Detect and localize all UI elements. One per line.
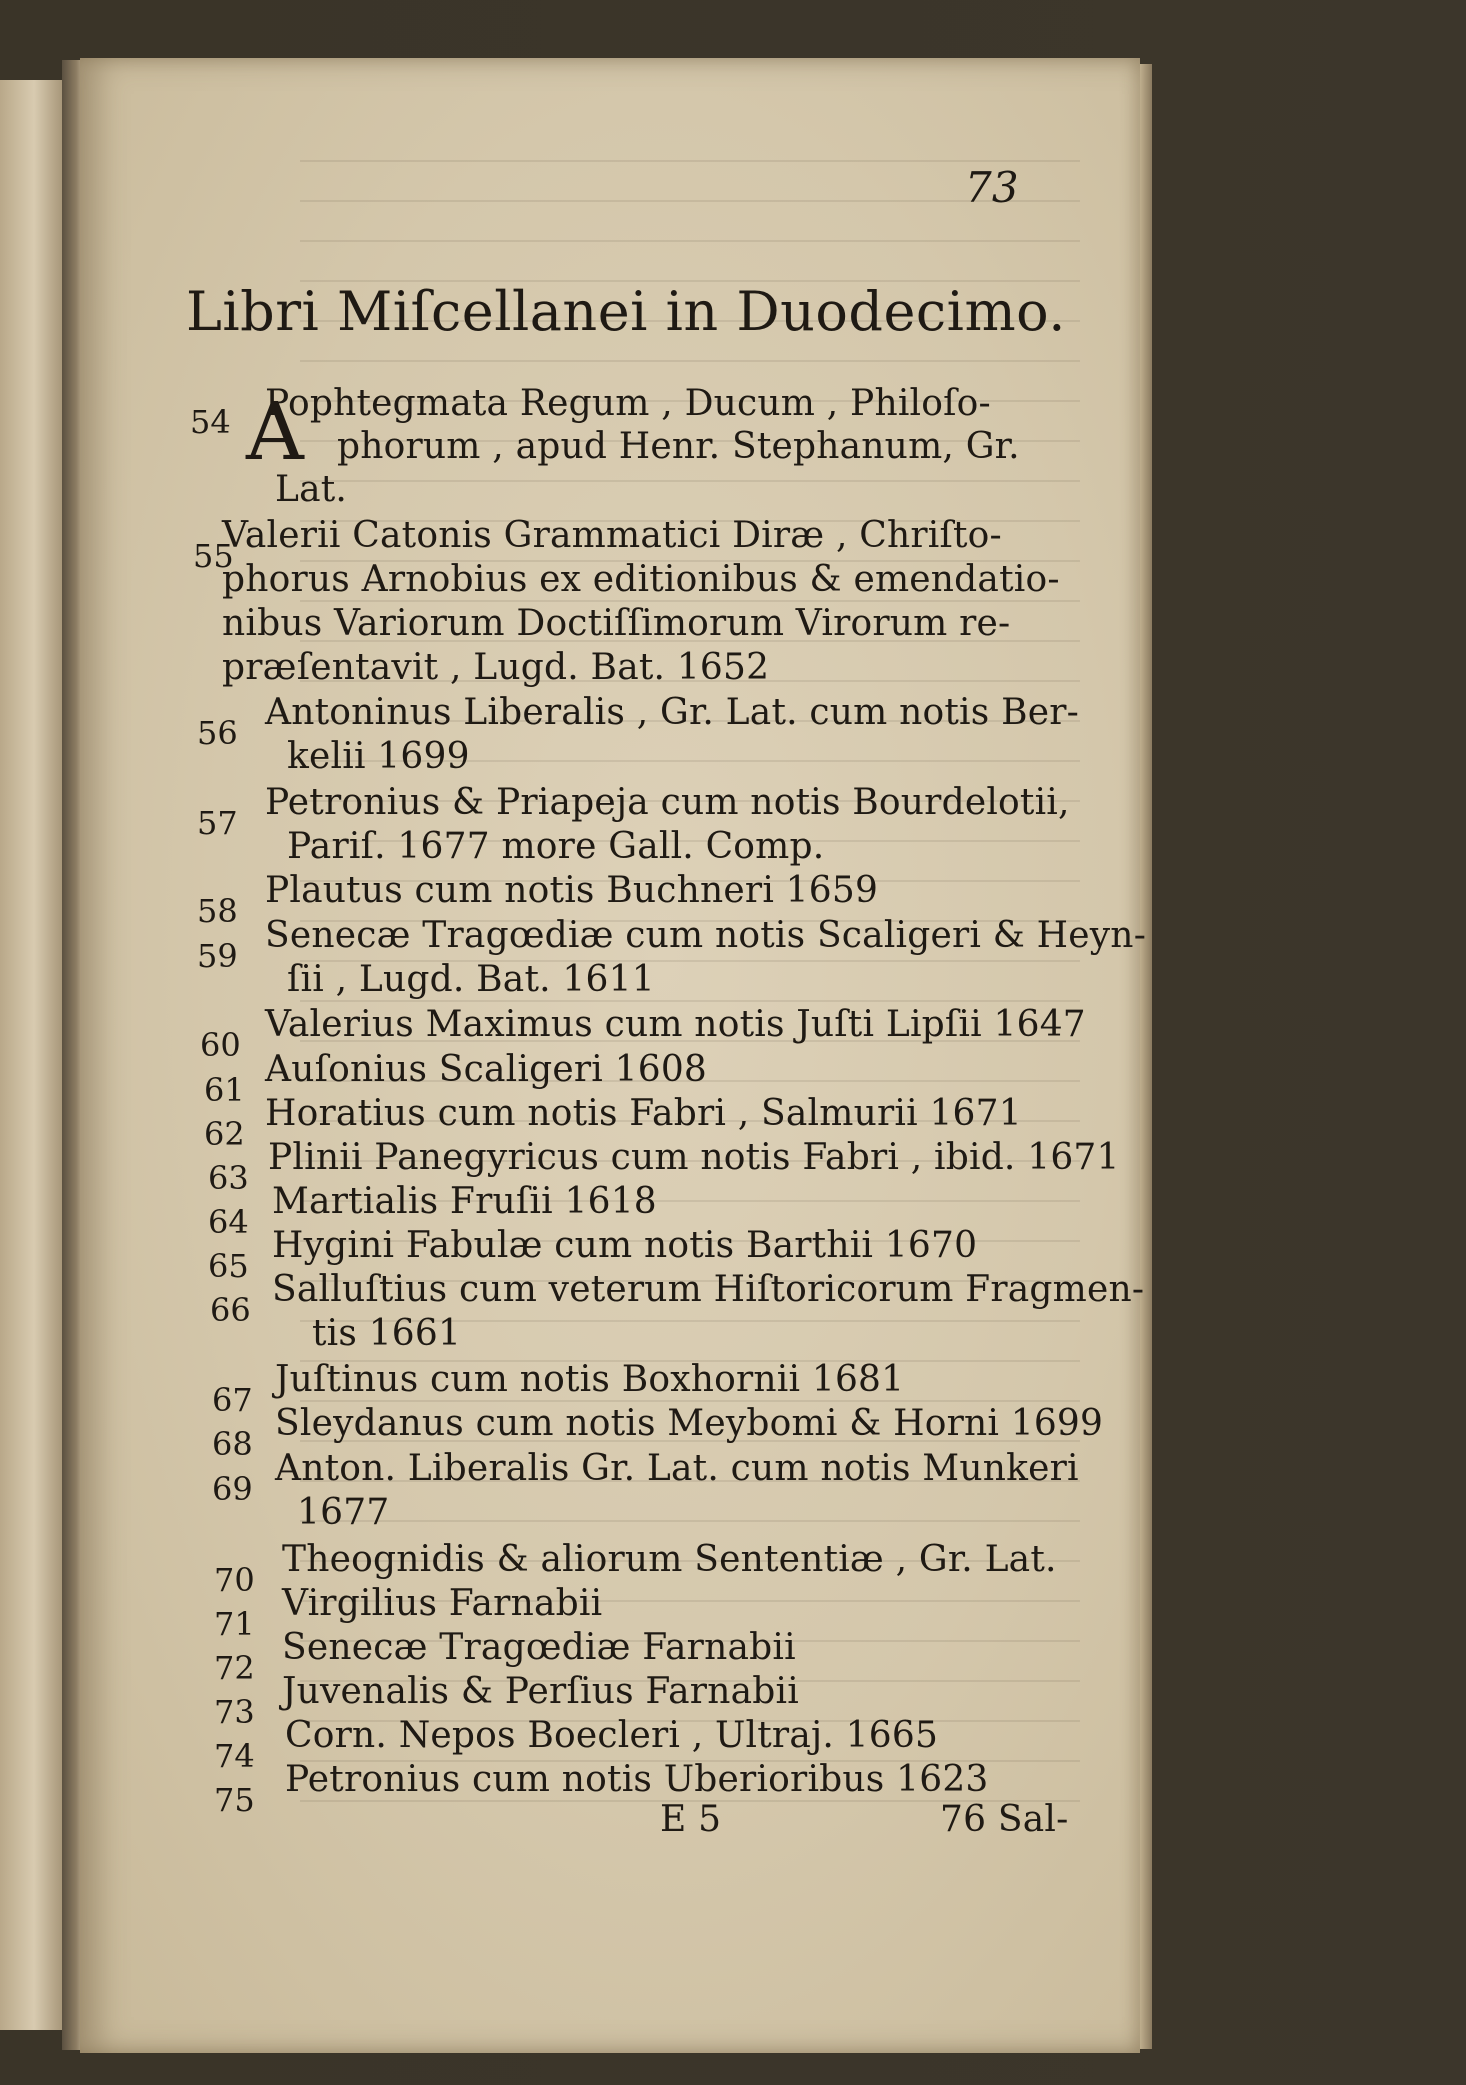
drop-capital: A	[246, 385, 304, 478]
entry-line: Juvenalis & Perſius Farnabii	[282, 1671, 799, 1712]
page-number: 73	[965, 163, 1019, 212]
entry-line: Plautus cum notis Buchneri 1659	[265, 870, 879, 911]
entry-number: 67	[212, 1381, 253, 1419]
entry-number: 72	[214, 1649, 255, 1687]
page-title: Libri Miſcellanei in Duodecimo.	[186, 280, 1066, 343]
entry-line: Valerius Maximus cum notis Juſti Lipſii 1647	[265, 1004, 1086, 1045]
entry-number: 59	[197, 937, 238, 975]
entry-line: Auſonius Scaligeri 1608	[265, 1049, 708, 1090]
entry-number: 64	[208, 1203, 249, 1241]
entry-line: Antoninus Liberalis , Gr. Lat. cum notis Ber-	[265, 692, 1080, 733]
entry-line: Pariſ. 1677 more Gall. Comp.	[287, 826, 825, 867]
entry-line: Theognidis & aliorum Sententiæ , Gr. Lat.	[282, 1539, 1057, 1580]
entry-number: 57	[197, 804, 238, 842]
entry-number: 61	[204, 1071, 245, 1109]
entry-line: Valerii Catonis Grammatici Diræ , Chriſto-	[222, 515, 1002, 556]
entry-number: 71	[214, 1605, 255, 1643]
entry-line: phorum , apud Henr. Stephanum, Gr.	[337, 426, 1020, 467]
entry-line: Hygini Fabulæ cum notis Barthii 1670	[272, 1225, 978, 1266]
entry-number: 74	[214, 1737, 255, 1775]
entry-line: Juſtinus cum notis Boxhornii 1681	[275, 1359, 905, 1400]
entry-line: Senecæ Tragœdiæ cum notis Scaligeri & Heyn-	[265, 915, 1147, 956]
entry-line: Corn. Nepos Boecleri , Ultraj. 1665	[285, 1715, 939, 1756]
signature-mark: E 5	[660, 1799, 722, 1840]
entry-line: Pophtegmata Regum , Ducum , Philoſo-	[265, 383, 991, 424]
entry-number: 66	[210, 1291, 251, 1329]
entry-number: 75	[214, 1781, 255, 1819]
entry-line: Anton. Liberalis Gr. Lat. cum notis Munkeri	[275, 1448, 1079, 1489]
entry-number: 65	[208, 1247, 249, 1285]
entry-number: 60	[200, 1026, 241, 1064]
entry-number: 69	[212, 1470, 253, 1508]
entry-line: 1677	[297, 1492, 390, 1533]
entry-line: tis 1661	[312, 1313, 462, 1354]
entry-line: Lat.	[275, 469, 348, 510]
entry-line: Senecæ Tragœdiæ Farnabii	[282, 1627, 796, 1668]
entry-line: kelii 1699	[287, 736, 470, 777]
entry-line: Plinii Panegyricus cum notis Fabri , ibid. 1671	[268, 1137, 1120, 1178]
catchword: 76 Sal-	[940, 1799, 1069, 1840]
entry-line: ſii , Lugd. Bat. 1611	[287, 959, 655, 1000]
entry-line: præſentavit , Lugd. Bat. 1652	[222, 647, 770, 688]
entry-line: Salluſtius cum veterum Hiſtoricorum Fragmen-	[272, 1269, 1145, 1310]
entry-number: 62	[204, 1115, 245, 1153]
entry-line: Martialis Fruſii 1618	[272, 1181, 657, 1222]
entry-line: Horatius cum notis Fabri , Salmurii 1671	[265, 1093, 1022, 1134]
entry-number: 68	[212, 1425, 253, 1463]
entry-line: Petronius cum notis Uberioribus 1623	[285, 1759, 989, 1800]
entry-line: Sleydanus cum notis Meybomi & Horni 1699	[275, 1403, 1104, 1444]
entry-number: 58	[197, 892, 238, 930]
entry-number: 70	[214, 1561, 255, 1599]
entry-line: Virgilius Farnabii	[282, 1583, 603, 1624]
entry-line: phorus Arnobius ex editionibus & emendatio-	[222, 559, 1060, 600]
entry-line: Petronius & Priapeja cum notis Bourdelotii,	[265, 782, 1070, 823]
entry-number: 54	[190, 403, 231, 441]
entry-number: 55	[193, 537, 234, 575]
entry-line: nibus Variorum Doctiſſimorum Virorum re-	[222, 603, 1011, 644]
entry-number: 63	[208, 1159, 249, 1197]
entry-number: 56	[197, 714, 238, 752]
entry-number: 73	[214, 1693, 255, 1731]
